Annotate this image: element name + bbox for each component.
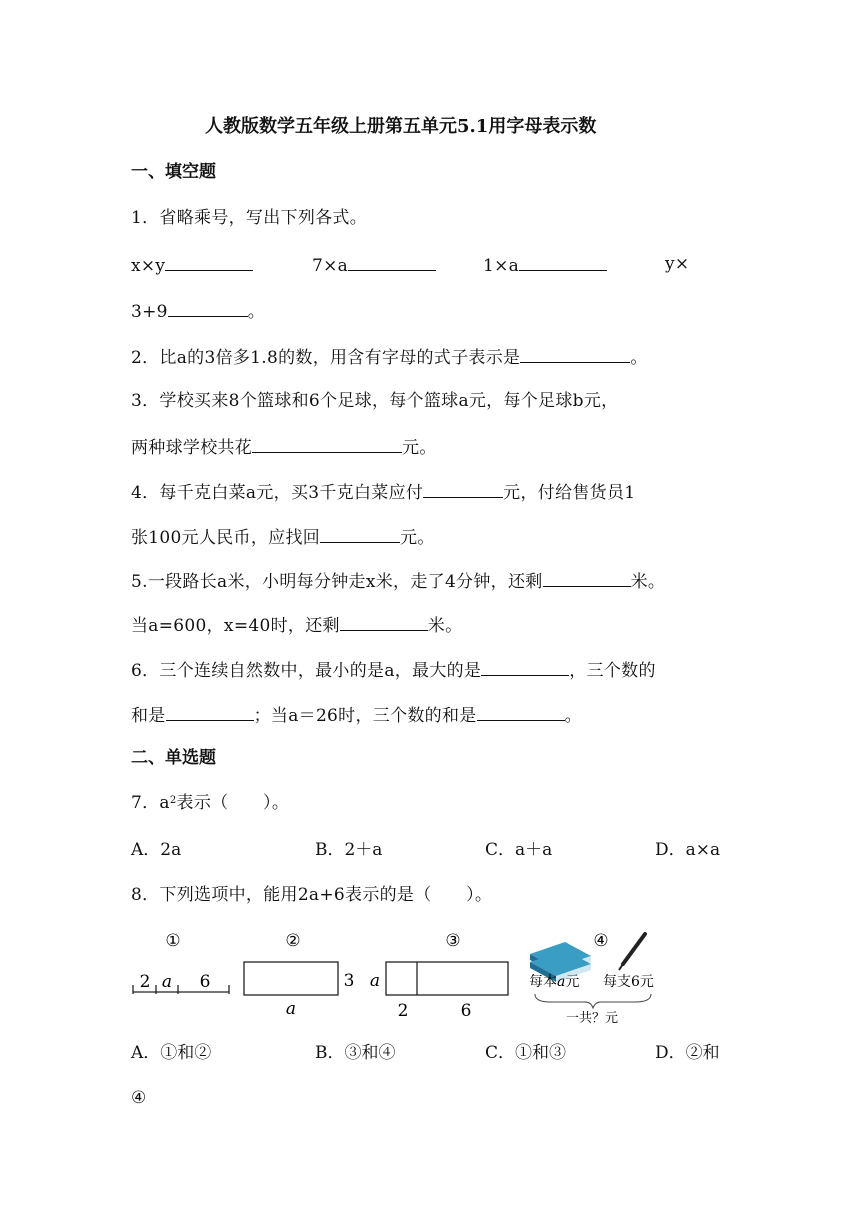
answer-blank[interactable] <box>252 434 402 453</box>
question-6: 6．三个连续自然数中，最小的是a，最大的是 ，三个数的 <box>131 657 656 683</box>
fig3-rectangle <box>386 962 508 995</box>
q1-item-4: y× <box>665 254 690 274</box>
q7-option-a[interactable]: A．2a <box>131 840 182 860</box>
q1-item-3: 1×a <box>483 252 607 278</box>
answer-blank[interactable] <box>340 612 428 631</box>
question-7: 7．$a^2$表示（ ）。 <box>131 793 290 813</box>
answer-blank[interactable] <box>519 252 607 271</box>
fig4-label-per-pen: 每支6元 <box>603 974 654 990</box>
section-single-choice-heading: 二、单选题 <box>131 748 216 768</box>
fig2-rectangle <box>244 962 338 995</box>
fig-label-1: ① <box>165 931 181 951</box>
fig4-brace <box>535 994 651 1008</box>
question-3: 3．学校买来8个篮球和6个足球，每个篮球a元，每个足球b元， <box>131 391 619 411</box>
q1-item-2: 7×a <box>312 252 436 278</box>
fig3-label-a: a <box>369 971 381 991</box>
fig2-label-3: 3 <box>343 971 355 991</box>
q7-option-c[interactable]: C．a＋a <box>485 840 553 860</box>
fig1-label-2: 2 <box>139 972 151 992</box>
answer-blank[interactable] <box>481 657 569 676</box>
fig3-label-6: 6 <box>460 1001 472 1021</box>
q1-item-1: x×y <box>131 252 253 278</box>
q1-item-4-cont: 3+9 。 <box>131 298 265 324</box>
q8-option-c[interactable]: C．①和③ <box>485 1043 567 1063</box>
section-fill-blank-heading: 一、填空题 <box>131 162 216 182</box>
question-2: 2．比a的3倍多1.8的数，用含有字母的式子表示是 。 <box>131 344 648 370</box>
answer-blank[interactable] <box>520 344 630 363</box>
q8-figure <box>125 922 685 1032</box>
q8-option-b[interactable]: B．③和④ <box>315 1043 396 1063</box>
q8-option-d[interactable]: D．②和 <box>655 1043 720 1063</box>
q8-option-a[interactable]: A．①和② <box>131 1043 212 1063</box>
answer-blank[interactable] <box>165 252 253 271</box>
q7-option-d[interactable]: D．a×a <box>655 840 721 860</box>
answer-blank[interactable] <box>423 479 503 498</box>
fig4-label-total: 一共？元 <box>565 1011 619 1026</box>
fig-label-4: ④ <box>593 931 609 951</box>
fig4-label-per-book: 每本a元 <box>529 974 580 990</box>
answer-blank[interactable] <box>166 702 254 721</box>
question-5: 5.一段路长a米，小明每分钟走x米，走了4分钟，还剩 米。 <box>131 568 665 594</box>
answer-blank[interactable] <box>543 568 631 587</box>
question-5-line2: 当a=600，x=40时，还剩 米。 <box>131 612 462 638</box>
fig1-label-6: 6 <box>199 972 211 992</box>
fig3-label-2: 2 <box>397 1001 409 1021</box>
question-1: 1．省略乘号，写出下列各式。 <box>131 208 368 228</box>
question-4: 4．每千克白菜a元，买3千克白菜应付 元，付给售货员1 <box>131 479 635 505</box>
fig-label-2: ② <box>285 931 301 951</box>
answer-blank[interactable] <box>168 298 248 317</box>
fig2-label-a: a <box>285 999 297 1019</box>
fig-label-3: ③ <box>445 931 461 951</box>
answer-blank[interactable] <box>477 702 565 721</box>
question-4-line2: 张100元人民币，应找回 元。 <box>131 524 435 550</box>
question-6-line2: 和是 ；当a＝26时，三个数的和是 。 <box>131 702 582 728</box>
question-8: 8．下列选项中，能用2a+6表示的是（ ）。 <box>131 885 493 905</box>
pen-illustration <box>619 934 645 970</box>
answer-blank[interactable] <box>320 524 400 543</box>
q8-option-d-cont: ④ <box>131 1088 147 1108</box>
question-3-line2: 两种球学校共花 元。 <box>131 434 437 460</box>
answer-blank[interactable] <box>348 252 436 271</box>
q7-option-b[interactable]: B．2＋a <box>315 840 383 860</box>
page-title: 人教版数学五年级上册第五单元5.1用字母表示数 <box>205 116 597 137</box>
fig1-label-a: a <box>161 972 173 992</box>
